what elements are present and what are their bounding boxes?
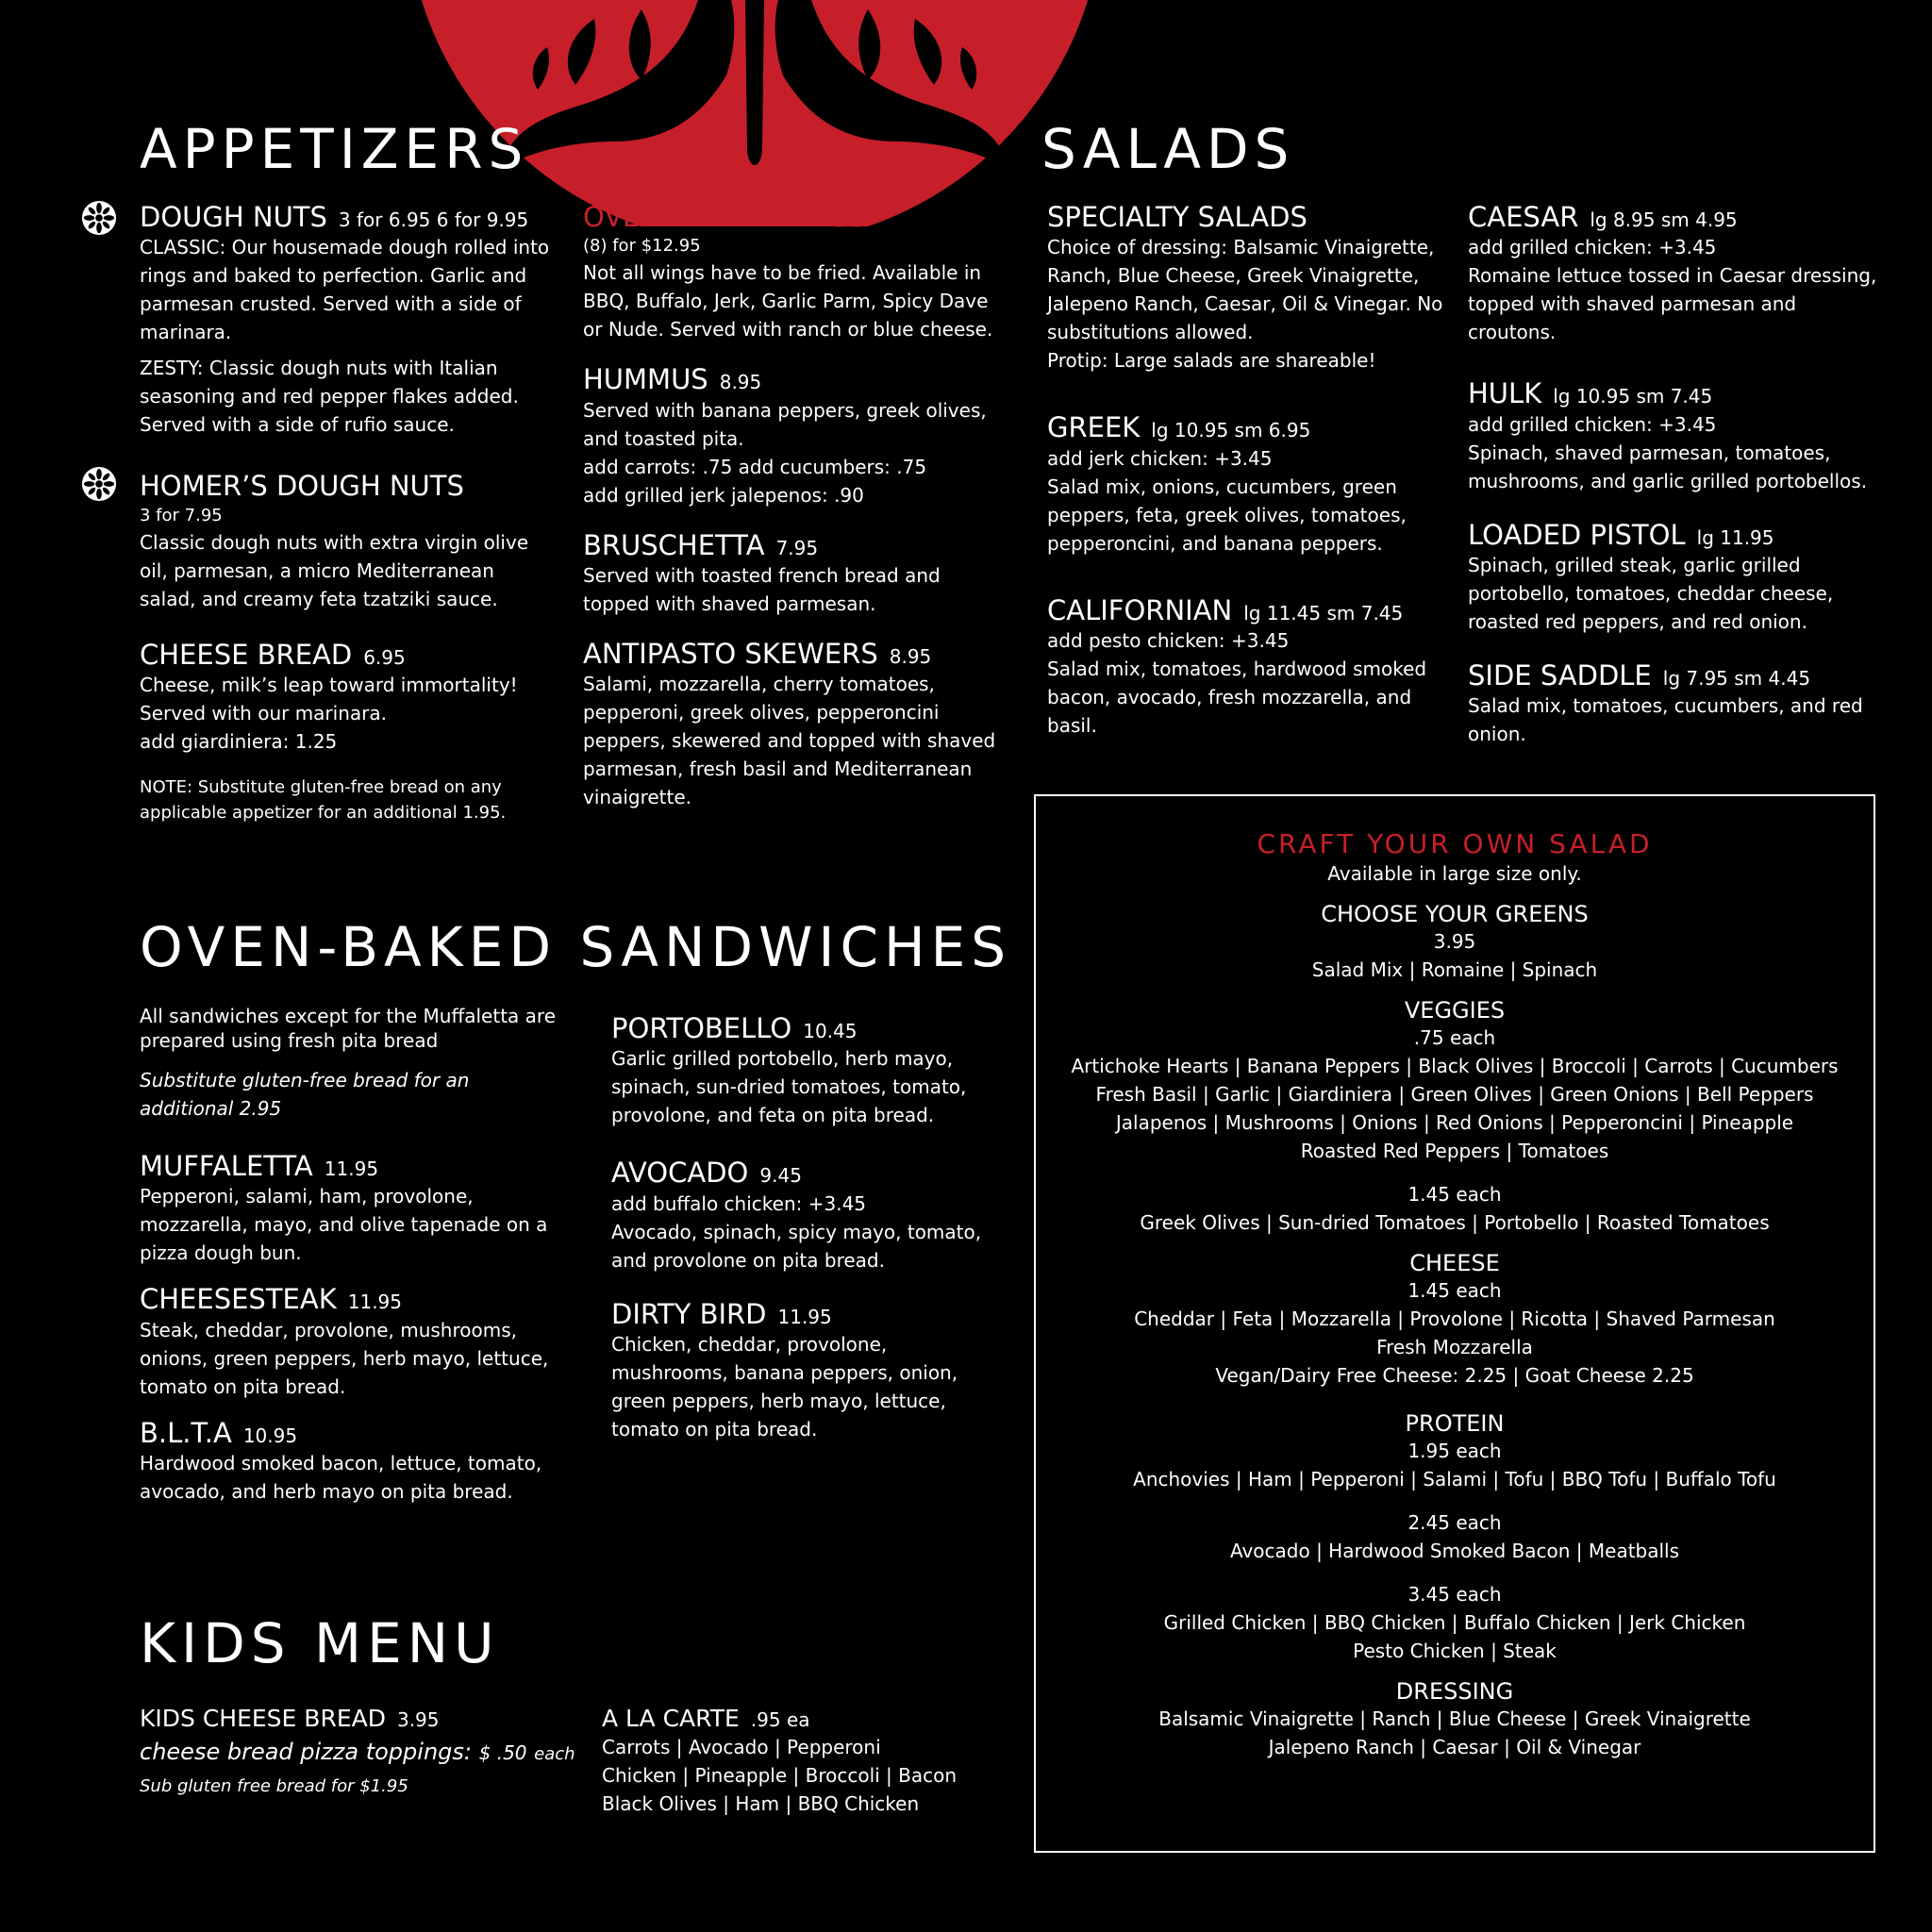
sandwiches-heading: OVEN-BAKED SANDWICHES <box>140 915 1012 979</box>
protip: Protip: Large salads are shareable! <box>1047 349 1376 373</box>
kids-column-2 <box>602 1706 1017 1818</box>
californian-desc: Salad mix, tomatoes, hardwood smoked bacon, avocado, fresh mozzarella, and basil. <box>1047 658 1427 738</box>
veggies-price: .75 each <box>1413 1026 1496 1049</box>
a-la-carte-line-1: Carrots | Avocado | Pepperoni <box>602 1735 881 1758</box>
greek-desc: Salad mix, onions, cucumbers, green peppers, feta, greek olives, tomatoes, pepperoncini, and banana peppers. <box>1047 475 1407 555</box>
dough-nuts-title <box>140 202 555 233</box>
toppings-price: $ .50 <box>478 1740 527 1764</box>
item-name: SIDE SADDLE <box>1468 659 1652 692</box>
protein-price-2: 2.45 each <box>1407 1511 1502 1534</box>
sandwiches-intro: All sandwiches except for the Muffaletta are prepared using fresh pita bread <box>140 1005 557 1052</box>
a-la-carte-line-2: Chicken | Pineapple | Broccoli | Bacon <box>602 1763 958 1787</box>
item-price: lg 11.95 <box>1696 525 1774 549</box>
veggies-line-5: Greek Olives | Sun-dried Tomatoes | Portobello | Roasted Tomatoes <box>1140 1211 1770 1234</box>
dough-nuts-classic: CLASSIC: Our housemade dough rolled into rings and baked to perfection. Garlic and parmesan crusted. Served with a side of marinara. <box>140 236 550 344</box>
craft-title: CRAFT YOUR OWN SALAD <box>1257 828 1653 859</box>
loaded-pistol-desc: Spinach, grilled steak, garlic grilled portobello, tomatoes, cheddar cheese, roasted red peppers, and red onion. <box>1468 554 1834 634</box>
item-price: 11.95 <box>777 1305 832 1328</box>
item-name: MUFFALETTA <box>140 1150 313 1182</box>
muffaletta-title <box>140 1151 564 1182</box>
cheese-line-2: Fresh Mozzarella <box>1376 1336 1533 1358</box>
cheese-bread-title <box>140 640 555 671</box>
item-name: CHEESESTEAK <box>140 1283 337 1316</box>
tomato-logo-icon <box>358 0 1160 226</box>
item-price: 7.95 <box>775 536 819 559</box>
salads-heading: SALADS <box>1041 117 1295 181</box>
item-price: lg 10.95 sm 7.45 <box>1553 385 1713 408</box>
dressing-title: DRESSING <box>1395 1678 1514 1705</box>
protein-line-1: Anchovies | Ham | Pepperoni | Salami | Tofu | BBQ Tofu | Buffalo Tofu <box>1133 1468 1776 1491</box>
caesar-addon: add grilled chicken: +3.45 <box>1468 236 1717 259</box>
dirty-bird-desc: Chicken, cheddar, provolone, mushrooms, banana peppers, onion, green peppers, herb mayo, lettuce, tomato on pita bread. <box>611 1333 958 1441</box>
sandwiches-column-2 <box>611 1013 1008 1443</box>
hummus-addon-2: add grilled jerk jalepenos: .90 <box>583 483 864 507</box>
toppings-label: cheese bread pizza toppings: <box>140 1738 472 1765</box>
specialty-salads-desc: Choice of dressing: Balsamic Vinaigrette, Ranch, Blue Cheese, Greek Vinaigrette, Jalepeno Ranch, Caesar, Oil & Vinegar. No substitutions allowed. <box>1047 236 1443 344</box>
avocado-addon: add buffalo chicken: +3.45 <box>611 1191 867 1215</box>
flower-badge-icon <box>81 200 117 236</box>
a-la-carte-title <box>602 1706 1017 1733</box>
hummus-desc: Served with banana peppers, greek olives, and toasted pita. <box>583 398 987 450</box>
portobello-title <box>611 1013 1008 1044</box>
item-name: DIRTY BIRD <box>611 1297 767 1330</box>
item-price: 8.95 <box>889 645 932 669</box>
hulk-addon: add grilled chicken: +3.45 <box>1468 412 1717 436</box>
item-price: 8.95 <box>719 371 762 394</box>
item-price: 11.95 <box>347 1291 403 1314</box>
specialty-salads-title: SPECIALTY SALADS <box>1047 201 1307 233</box>
antipasto-desc: Salami, mozzarella, cherry tomatoes, pepperoni, greek olives, pepperoncini peppers, skewered and topped with shaved parmesan, fresh basil and Mediterranean vinaigrette. <box>583 673 996 809</box>
californian-addon: add pesto chicken: +3.45 <box>1047 629 1290 653</box>
flower-badge-icon <box>81 466 117 502</box>
veggies-title: VEGGIES <box>1404 997 1506 1024</box>
craft-subtitle: Available in large size only. <box>1327 862 1582 885</box>
kids-column-1 <box>140 1706 592 1799</box>
cheesesteak-desc: Steak, cheddar, provolone, mushrooms, onions, green peppers, herb mayo, lettuce, tomato on pita bread. <box>140 1318 549 1398</box>
item-name: A LA CARTE <box>602 1705 740 1732</box>
dressing-line-1: Balsamic Vinaigrette | Ranch | Blue Cheese | Greek Vinaigrette <box>1158 1707 1751 1730</box>
a-la-carte-line-3: Black Olives | Ham | BBQ Chicken <box>602 1791 920 1815</box>
cheese-line-1: Cheddar | Feta | Mozzarella | Provolone | Ricotta | Shaved Parmesan <box>1134 1307 1775 1330</box>
bruschetta-desc: Served with toasted french bread and topped with shaved parmesan. <box>583 564 941 616</box>
item-name: B.L.T.A <box>140 1416 232 1449</box>
item-price: .95 ea <box>750 1708 810 1731</box>
homers-desc: Classic dough nuts with extra virgin olive oil, parmesan, a micro Mediterranean salad, and creamy feta tzatziki sauce. <box>140 530 529 610</box>
loaded-pistol-title <box>1468 520 1883 551</box>
salads-column-2 <box>1468 202 1883 748</box>
greek-addon: add jerk chicken: +3.45 <box>1047 446 1273 470</box>
wings-price: (8) for $12.95 <box>583 236 701 257</box>
item-name: CHEESE BREAD <box>140 638 353 671</box>
avocado-desc: Avocado, spinach, spicy mayo, tomato, and provolone on pita bread. <box>611 1220 982 1272</box>
item-price: lg 8.95 sm 4.95 <box>1590 208 1738 231</box>
item-name: CAESAR <box>1468 201 1579 233</box>
protein-price-3: 3.45 each <box>1407 1583 1502 1606</box>
kids-toppings <box>140 1733 592 1774</box>
greens-title: CHOOSE YOUR GREENS <box>1321 901 1589 927</box>
item-price: 11.95 <box>324 1158 379 1180</box>
hummus-title <box>583 364 1008 395</box>
item-price: 3.95 <box>396 1708 440 1731</box>
caesar-desc: Romaine lettuce tossed in Caesar dressing, topped with shaved parmesan and croutons. <box>1468 264 1877 344</box>
cheese-bread-desc: Cheese, milk’s leap toward immortality! Served with our marinara. <box>140 674 518 725</box>
cheese-line-3: Vegan/Dairy Free Cheese: 2.25 | Goat Cheese 2.25 <box>1215 1364 1694 1387</box>
item-name: CALIFORNIAN <box>1047 593 1233 626</box>
protein-line-2: Avocado | Hardwood Smoked Bacon | Meatballs <box>1229 1540 1680 1562</box>
greens-price: 3.95 <box>1433 930 1476 953</box>
side-saddle-title <box>1468 660 1883 691</box>
sandwiches-gluten-note: Substitute gluten-free bread for an additional 2.95 <box>140 1069 470 1120</box>
item-price: 10.45 <box>803 1020 858 1042</box>
wings-desc: Not all wings have to be fried. Available in BBQ, Buffalo, Jerk, Garlic Parm, Spicy Dave or Nude. Served with ranch or blue cheese. <box>583 261 993 341</box>
hummus-addon-1: add carrots: .75 add cucumbers: .75 <box>583 455 927 478</box>
kids-heading: KIDS MENU <box>140 1611 500 1675</box>
item-price: 3 for 6.95 6 for 9.95 <box>338 208 529 231</box>
greek-title <box>1047 412 1443 443</box>
blta-title <box>140 1418 564 1449</box>
item-price: 10.95 <box>242 1424 298 1447</box>
hulk-title <box>1468 378 1883 409</box>
item-price: lg 7.95 sm 4.45 <box>1662 667 1811 691</box>
wings-title: OVEN BAKED WINGS <box>583 201 866 233</box>
avocado-title <box>611 1158 1008 1189</box>
item-name: GREEK <box>1047 411 1141 444</box>
veggies-line-4: Roasted Red Peppers | Tomatoes <box>1300 1140 1609 1162</box>
homers-dough-nuts-title: HOMER’S DOUGH NUTS <box>140 470 464 503</box>
cheese-title: CHEESE <box>1409 1250 1500 1276</box>
protein-line-3: Grilled Chicken | BBQ Chicken | Buffalo Chicken | Jerk Chicken <box>1163 1611 1746 1634</box>
veggies-line-1: Artichoke Hearts | Banana Peppers | Black Olives | Broccoli | Carrots | Cucumbers <box>1071 1055 1839 1077</box>
appetizers-heading: APPETIZERS <box>140 117 529 181</box>
item-price: 9.45 <box>759 1164 802 1188</box>
cheese-price: 1.45 each <box>1407 1279 1502 1302</box>
homers-price: 3 for 7.95 <box>140 505 223 525</box>
item-name: DOUGH NUTS <box>140 201 327 233</box>
caesar-title <box>1468 202 1883 233</box>
blta-desc: Hardwood smoked bacon, lettuce, tomato, avocado, and herb mayo on pita bread. <box>140 1452 542 1504</box>
toppings-each: each <box>534 1743 575 1764</box>
bruschetta-title <box>583 530 1008 561</box>
dressing-line-2: Jalepeno Ranch | Caesar | Oil & Vinegar <box>1268 1736 1641 1758</box>
appetizers-column-1 <box>140 202 555 825</box>
dough-nuts-zesty: ZESTY: Classic dough nuts with Italian seasoning and red pepper flakes added. Served with a side of rufio sauce. <box>140 357 519 437</box>
dirty-bird-title <box>611 1299 1008 1330</box>
hulk-desc: Spinach, shaved parmesan, tomatoes, mushrooms, and garlic grilled portobellos. <box>1468 441 1868 492</box>
muffaletta-desc: Pepperoni, salami, ham, provolone, mozzarella, mayo, and olive tapenade on a pizza dough bun. <box>140 1185 548 1265</box>
item-price: lg 10.95 sm 6.95 <box>1151 419 1311 442</box>
item-name: BRUSCHETTA <box>583 528 765 561</box>
item-name: AVOCADO <box>611 1157 749 1190</box>
greens-items: Salad Mix | Romaine | Spinach <box>1311 958 1598 981</box>
item-name: KIDS CHEESE BREAD <box>140 1705 386 1732</box>
veggies-line-2: Fresh Basil | Garlic | Giardiniera | Green Olives | Green Onions | Bell Peppers <box>1095 1083 1814 1106</box>
protein-price-1: 1.95 each <box>1407 1440 1502 1462</box>
cheese-bread-addon: add giardiniera: 1.25 <box>140 730 338 754</box>
appetizer-note: NOTE: Substitute gluten-free bread on any applicable appetizer for an additional 1.95. <box>140 777 507 824</box>
veggies-line-3: Jalapenos | Mushrooms | Onions | Red Onions | Pepperoncini | Pineapple <box>1115 1111 1794 1134</box>
item-name: PORTOBELLO <box>611 1012 792 1044</box>
item-name: LOADED PISTOL <box>1468 518 1686 551</box>
protein-line-4: Pesto Chicken | Steak <box>1353 1640 1557 1662</box>
sandwiches-column-1 <box>140 1004 564 1506</box>
item-price: 6.95 <box>363 645 406 669</box>
cheesesteak-title <box>140 1284 564 1315</box>
antipasto-title <box>583 639 1008 670</box>
item-name: HULK <box>1468 377 1542 410</box>
salads-column-1 <box>1047 202 1443 740</box>
item-name: HUMMUS <box>583 363 708 396</box>
craft-your-own-salad-box <box>1034 794 1875 1853</box>
kids-gluten: Sub gluten free bread for $1.95 <box>140 1775 408 1796</box>
side-saddle-desc: Salad mix, tomatoes, cucumbers, and red onion. <box>1468 694 1863 746</box>
californian-title <box>1047 595 1443 626</box>
item-price: lg 11.45 sm 7.45 <box>1243 601 1404 625</box>
appetizers-column-2 <box>583 202 1008 811</box>
veggies-price-2: 1.45 each <box>1407 1183 1502 1206</box>
item-name: ANTIPASTO SKEWERS <box>583 638 878 671</box>
protein-title: PROTEIN <box>1405 1410 1505 1437</box>
kids-cheese-bread-title <box>140 1706 592 1733</box>
portobello-desc: Garlic grilled portobello, herb mayo, spinach, sun-dried tomatoes, tomato, provolone, and feta on pita bread. <box>611 1047 967 1127</box>
